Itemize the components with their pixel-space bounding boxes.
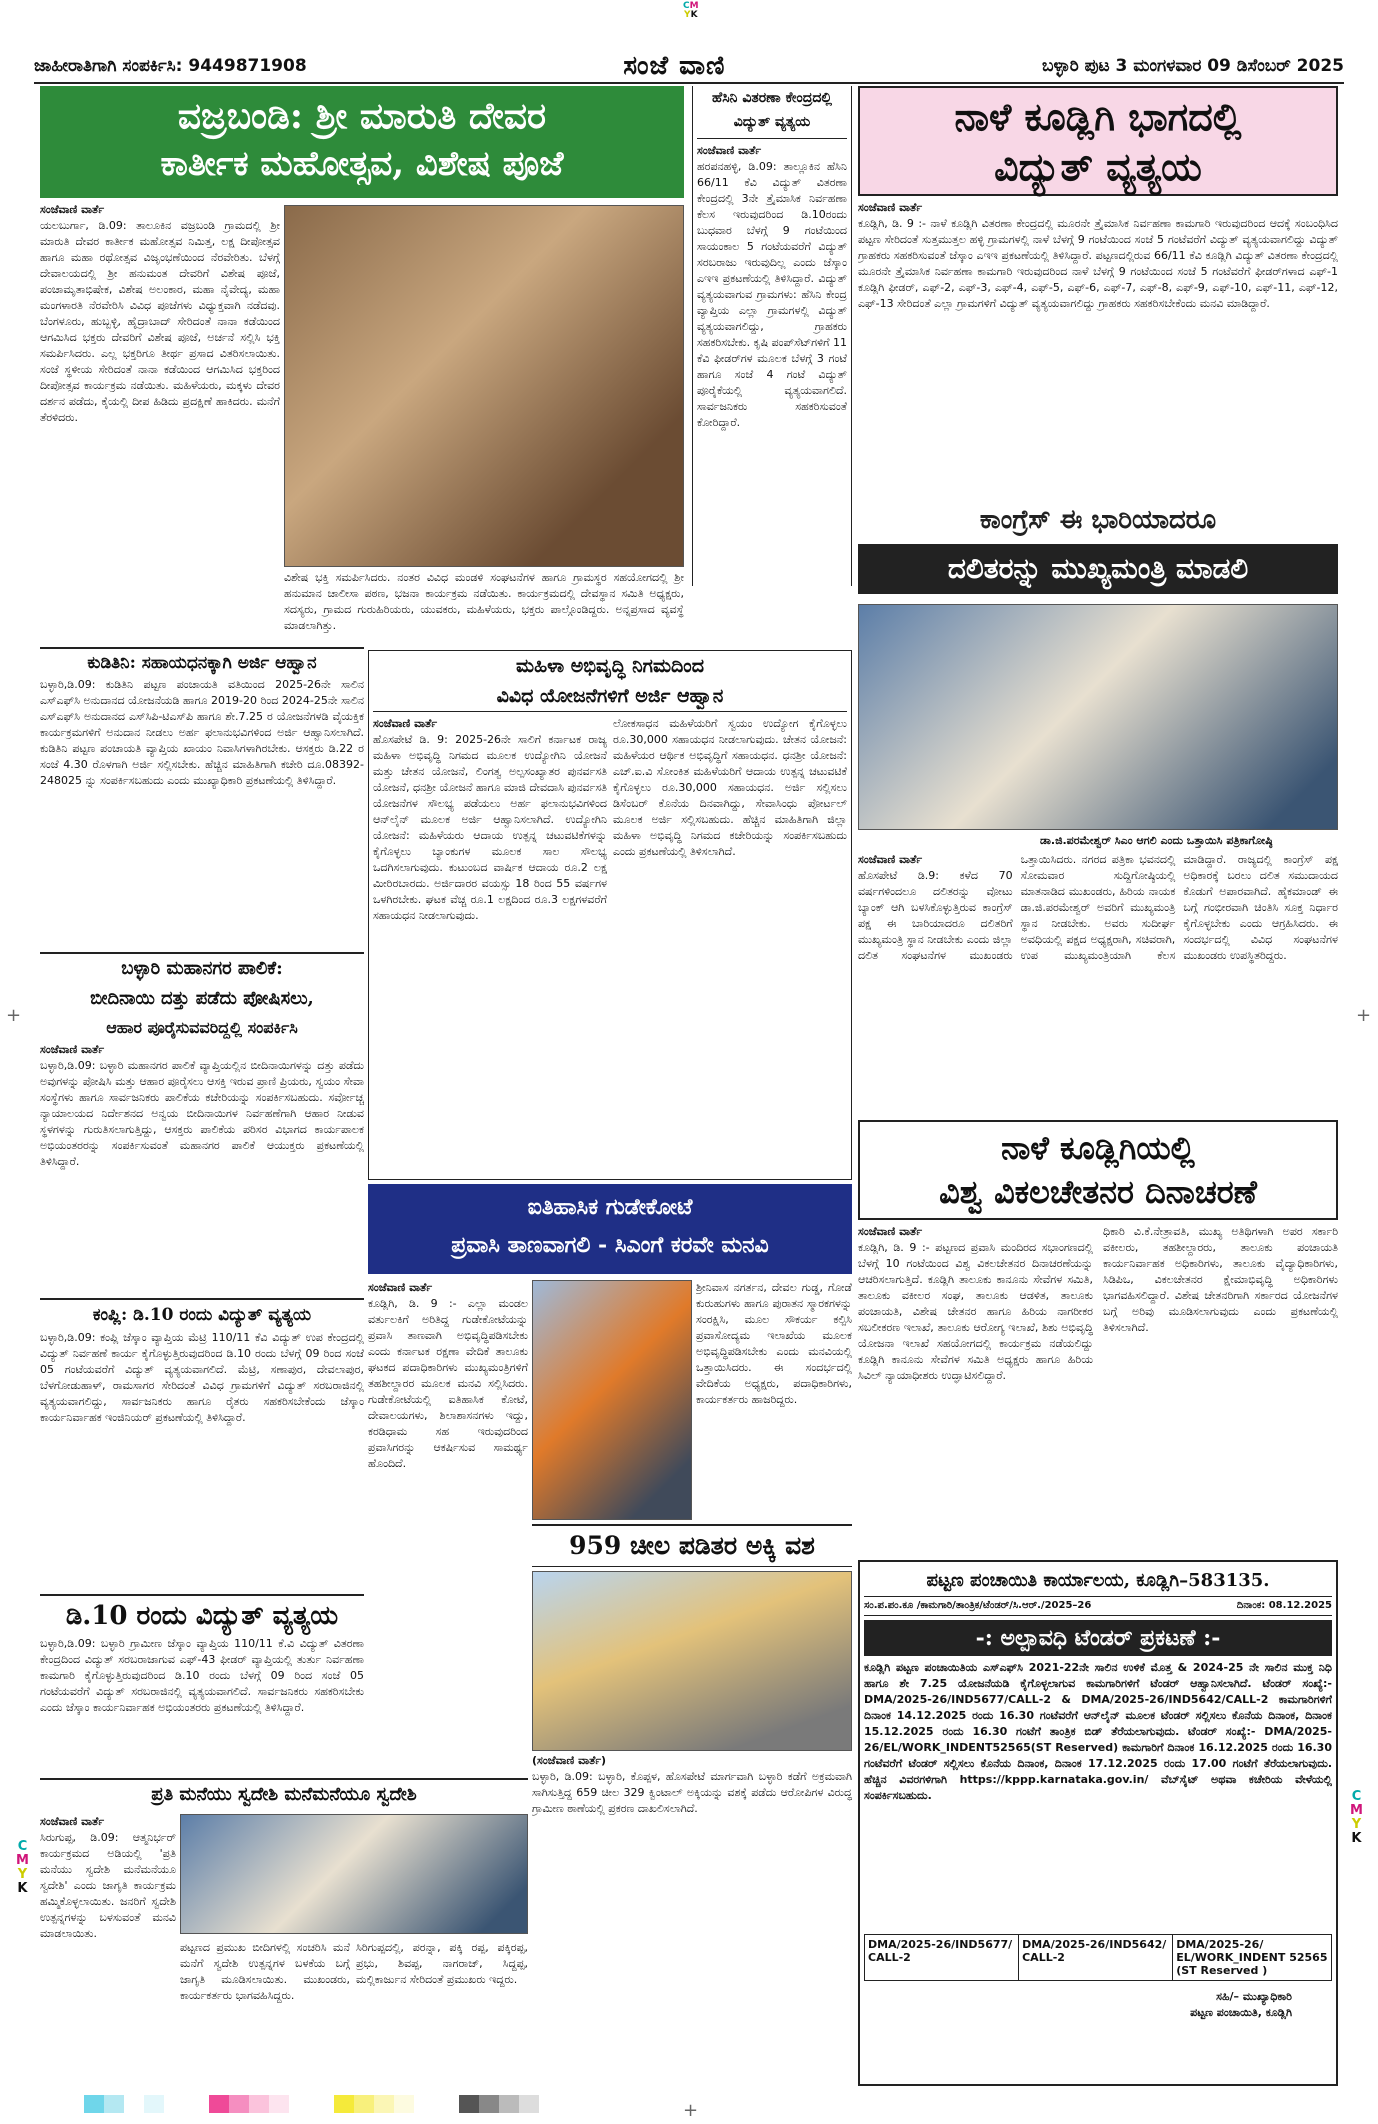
a1-headline-box (40, 86, 684, 198)
tender-ref: ಸಂ.ಪ.ಪಂ.ಕೂ /ಕಾಮಗಾರಿ/ತಾಂತ್ರಿಕ/ಟೆಂಡರ್/ಸಿ.ಆರ್./2025–26 (864, 1600, 1092, 1611)
a13-body-3: ಸಿರಿಗುಪ್ಪದಲ್ಲಿ, ಪರನ್ನಾ, ಪಕ್ಕಿ ರಪ್ಪ, ಪಕ್ಕಿರಪ್ಪ, ಪ್ರಭು, ಶಿವಪ್ಪ, ನಾಗರಾಜ್, ಸಿದ್ದಪ್ಪ, ಮಲ್ಲಿಕಾರ್ಜುನ ಸೇರಿದಂತೆ ಪ್ರಮುಖರು ಇದ್ದರು. (356, 1941, 528, 1986)
a12-byline: (ಸಂಜೆವಾಣಿ ವಾರ್ತೆ) (532, 1754, 607, 1767)
a7-article (40, 1298, 364, 1588)
a4-byline: ಸಂಜೆವಾಣಿ ವಾರ್ತೆ (858, 853, 923, 866)
a13-body-2: ಪಟ್ಟಣದ ಪ್ರಮುಖ ಬೀದಿಗಳಲ್ಲಿ ಸಂಚರಿಸಿ ಮನೆ ಮನೆಗೆ ಸ್ವದೇಶಿ ಉತ್ಪನ್ನಗಳ ಬಳಕೆಯ ಬಗ್ಗೆ ಜಾಗೃತಿ ಮೂಡಿಸಲಾಯಿತು. ಮುಖಂಡರು, ಕಾರ್ಯಕರ್ತರು ಭಾಗವಹಿಸಿದ್ದರು. (180, 1941, 350, 2002)
a12-column (532, 1753, 852, 1833)
tender-office: ಪಟ್ಟಣ ಪಂಚಾಯಿತಿ ಕಾರ್ಯಾಲಯ, ಕೂಡ್ಲಿಗಿ–583135. (864, 1566, 1332, 1597)
registration-cross-right: + (1356, 1005, 1372, 1026)
a9-body-1: ಹೊಸಪೇಟೆ ಡಿ. 9: 2025-26ನೇ ಸಾಲಿಗೆ ಕರ್ನಾಟಕ ರಾಜ್ಯ ಮಹಿಳಾ ಅಭಿವೃದ್ಧಿ ನಿಗಮದ ಮೂಲಕ ಉದ್ಯೋಗಿನಿ ಯೋಜನೆ ಮತ್ತು ಚೇತನ ಯೋಜನೆ, ಲಿಂಗತ್ವ ಅಲ್ಪಸಂಖ್ಯಾತರ ಪುನರ್ವಸತಿ ಯೋಜನೆ, ಧನಶ್ರೀ ಯೋಜನೆ ಹಾಗೂ ಮಾಜಿ ದೇವದಾಸಿ ಪುನರ್ವಸತಿ ಯೋಜನೆಗಳ ಸೌಲಭ್ಯ ಪಡೆಯಲು ಅರ್ಹ ಫಲಾನುಭವಿಗಳಿಂದ ಆನ್‌ಲೈನ್ ಮೂಲಕ ಅರ್ಜಿ ಆಹ್ವಾನಿಸಲಾಗಿದೆ. ಉದ್ಯೋಗಿನಿ ಯೋಜನೆ: ಮಹಿಳೆಯರು ಆದಾಯ ಉತ್ಪನ್ನ ಚಟುವಟಿಕೆಗಳನ್ನು ಕೈಗೊಳ್ಳಲು ಬ್ಯಾಂಕುಗಳ ಮೂಲಕ ಸಾಲ ಸೌಲಭ್ಯ ಒದಗಿಸಲಾಗುವುದು. ಕುಟುಂಬದ ವಾರ್ಷಿಕ ಆದಾಯ ರೂ.2 ಲಕ್ಷ ಮೀರಿರಬಾರದು. ಅರ್ಜಿದಾರರ ವಯಸ್ಸು 18 ರಿಂದ 55 ವರ್ಷಗಳ ಒಳಗಿರಬೇಕು. ಘಟಕ ವೆಚ್ಚ ರೂ.1 ಲಕ್ಷದಿಂದ ರೂ.3 ಲಕ್ಷಗಳವರೆಗೆ ಸಹಾಯಧನ ನೀಡಲಾಗುವುದು. (373, 733, 607, 922)
a2-headline: ಹೆಸಿನಿ ವಿತರಣಾ ಕೇಂದ್ರದಲ್ಲಿ ವಿದ್ಯುತ್ ವ್ಯತ್ಯಯ (697, 86, 847, 139)
masthead-logo: ಸಂಜೆ ವಾಣಿ (623, 50, 726, 81)
a4-photo-press-meet (858, 604, 1338, 830)
color-bars (84, 2095, 539, 2113)
ad-contact: ಜಾಹೀರಾತಿಗಾಗಿ ಸಂಪರ್ಕಿಸಿ: 9449871908 (34, 56, 307, 76)
a10-body-2: ಧಿಕಾರಿ ವಿ.ಕೆ.ನೇತ್ರಾವತಿ, ಮುಖ್ಯ ಅತಿಥಿಗಳಾಗಿ ಅಪರ ಸರ್ಕಾರಿ ವಕೀಲರು, ತಹಶೀಲ್ದಾರರು, ತಾಲೂಕು ಪಂಚಾಯತಿ ಕಾರ್ಯನಿರ್ವಾಹಕ ಅಧಿಕಾರಿಗಳು, ತಾಲೂಕು ವೈದ್ಯಾಧಿಕಾರಿಗಳು, ಸಿಡಿಪಿಒ, ವಿಕಲಚೇತನರ ಕ್ಷೇಮಾಭಿವೃದ್ಧಿ ಅಧಿಕಾರಿಗಳು ಭಾಗವಹಿಸಲಿದ್ದಾರೆ. ವಿಶೇಷ ಚೇತನರಿಗಾಗಿ ಸರ್ಕಾರದ ಯೋಜನೆಗಳ ಬಗ್ಗೆ ಅರಿವು ಮೂಡಿಸಲಾಗುವುದು ಎಂದು ಪ್ರಕಟಣೆಯಲ್ಲಿ ತಿಳಿಸಲಾಗಿದೆ. (1103, 1225, 1338, 1334)
a1-column-1 (40, 202, 280, 567)
a5-headline: ಕುಡಿತಿನಿ: ಸಹಾಯಧನಕ್ಕಾಗಿ ಅರ್ಜಿ ಆಹ್ವಾನ (87, 653, 317, 673)
a4-headline-box (858, 494, 1338, 600)
a8-body: ಬಳ್ಳಾರಿ,ಡಿ.09: ಬಳ್ಳಾರಿ ಗ್ರಾಮೀಣ ಜೆಸ್ಕಾಂ ವ್ಯಾಪ್ತಿಯ 110/11 ಕೆ.ವಿ ವಿದ್ಯುತ್ ವಿತರಣಾ ಕೇಂದ್ರದಿಂದ ವಿದ್ಯುತ್ ಸರಬರಾಜಾಗುವ ಎಫ್-43 ಫೀಡರ್ ವ್ಯಾಪ್ತಿಯಲ್ಲಿ ತುರ್ತು ನಿರ್ವಹಣಾ ಕಾಮಗಾರಿ ಕೈಗೊಳ್ಳುತ್ತಿರುವುದರಿಂದ ಡಿ.10 ರಂದು ಬೆಳಗ್ಗೆ 09 ರಿಂದ ಸಂಜೆ 05 ಗಂಟೆಯವರೆಗೆ ವಿದ್ಯುತ್ ಸರಬರಾಜಿನಲ್ಲಿ ವ್ಯತ್ಯಯವಾಗಲಿದೆ. ಸಾರ್ವಜನಿಕರು ಸಹಕರಿಸಬೇಕು ಎಂದು ಜೆಸ್ಕಾಂ ಕಾರ್ಯನಿರ್ವಾಹಕ ಅಭಿಯಂತರರು ಪ್ರಕಟಣೆಯಲ್ಲಿ ತಿಳಿಸಿದ್ದಾರೆ. (40, 1637, 364, 1714)
a10-body-1: ಕೂಡ್ಲಿಗಿ, ಡಿ. 9 :- ಪಟ್ಟಣದ ಪ್ರವಾಸಿ ಮಂದಿರದ ಸಭಾಂಗಣದಲ್ಲಿ ಬೆಳಗ್ಗೆ 10 ಗಂಟೆಯಿಂದ ವಿಶ್ವ ವಿಕಲಚೇತನರ ದಿನಾಚರಣೆಯನ್ನು ಆಚರಿಸಲಾಗುತ್ತಿದೆ. ಕೂಡ್ಲಿಗಿ ತಾಲೂಕು ಕಾನೂನು ಸೇವೆಗಳ ಸಮಿತಿ, ತಾಲೂಕು ವಕೀಲರ ಸಂಘ, ತಾಲೂಕು ಆಡಳಿತ, ತಾಲೂಕು ಪಂಚಾಯತಿ, ವಿಶೇಷ ಚೇತನರ ಹಾಗೂ ಹಿರಿಯ ನಾಗರೀಕರ ಸಬಲೀಕರಣ ಇಲಾಖೆ, ತಾಲೂಕು ಆರೋಗ್ಯ ಇಲಾಖೆ, ಶಿಶು ಅಭಿವೃದ್ಧಿ ಯೋಜನಾ ಇಲಾಖೆ ಸಹಯೋಗದಲ್ಲಿ ಕಾರ್ಯಕ್ರಮ ನಡೆಯಲಿದ್ದು ಕೂಡ್ಲಿಗಿ ಕಾನೂನು ಸೇವೆಗಳ ಸಮಿತಿ ಅಧ್ಯಕ್ಷರು ಹಾಗೂ ಹಿರಿಯ ಸಿವಿಲ್ ನ್ಯಾಯಾಧೀಶರು ಉದ್ಘಾಟಿಸಲಿದ್ದಾರೆ. (858, 1241, 1093, 1382)
a11-headline-1: ಐತಿಹಾಸಿಕ ಗುಡೇಕೋಟೆ (527, 1194, 693, 1220)
page-header (34, 50, 1344, 84)
a13-column-1 (40, 1814, 176, 2074)
a1-headline-2: ಕಾರ್ತೀಕ ಮಹೋತ್ಸವ, ವಿಶೇಷ ಪೂಜೆ (160, 144, 564, 184)
a9-byline: ಸಂಜೆವಾಣಿ ವಾರ್ತೆ (373, 717, 438, 730)
a1-photo-temple-ritual (284, 205, 684, 567)
a11-body-1: ಕೂಡ್ಲಿಗಿ, ಡಿ. 9 :- ಎಲ್ಲಾ ಮಂಡಲ ವರ್ತುಲಕಿಗೆ ಅರಿತಿದ್ದ ಗುಡೇಕೋಟೆಯನ್ನು ಪ್ರವಾಸಿ ತಾಣವಾಗಿ ಅಭಿವೃದ್ಧಿಪಡಿಸಬೇಕು ಎಂದು ಕರ್ನಾಟಕ ರಕ್ಷಣಾ ವೇದಿಕೆ ತಾಲೂಕು ಘಟಕದ ಪದಾಧಿಕಾರಿಗಳು ಮುಖ್ಯಮಂತ್ರಿಗಳಿಗೆ ತಹಶೀಲ್ದಾರರ ಮೂಲಕ ಮನವಿ ಸಲ್ಲಿಸಿದರು. ಗುಡೇಕೋಟೆಯಲ್ಲಿ ಐತಿಹಾಸಿಕ ಕೋಟೆ, ದೇವಾಲಯಗಳು, ಶಿಲಾಶಾಸನಗಳು ಇದ್ದು, ಕರಡಿಧಾಮ ಸಹ ಇರುವುದರಿಂದ ಪ್ರವಾಸಿಗರನ್ನು ಆಕರ್ಷಿಸುವ ಸಾಮರ್ಥ್ಯ ಹೊಂದಿದೆ. (368, 1297, 528, 1470)
a7-body: ಬಳ್ಳಾರಿ,ಡಿ.09: ಕಂಪ್ಲಿ ಜೆಸ್ಕಾಂ ವ್ಯಾಪ್ತಿಯ ಮೆಟ್ರಿ 110/11 ಕೆವಿ ವಿದ್ಯುತ್ ಉಪ ಕೇಂದ್ರದಲ್ಲಿ ವಿದ್ಯುತ್ ನಿರ್ವಹಣೆ ಕಾರ್ಯ ಕೈಗೊಳ್ಳುತ್ತಿರುವುದರಿಂದ ಡಿ.10 ರಂದು ಬೆಳಗ್ಗೆ 09 ರಿಂದ ಸಂಜೆ 05 ಗಂಟೆಯವರೆಗೆ ವಿದ್ಯುತ್ ವ್ಯತ್ಯಯವಾಗಲಿದೆ. ಮೆಟ್ರಿ, ಸಣಾಪುರ, ದೇವಲಾಪುರ, ಬೆಳಗೋಡುಹಾಳ್, ರಾಮಸಾಗರ ಸೇರಿದಂತೆ ವಿವಿಧ ಗ್ರಾಮಗಳಿಗೆ ವಿದ್ಯುತ್ ಸರಬರಾಜಿನಲ್ಲಿ ವ್ಯತ್ಯಯವಾಗಲಿದ್ದು, ಸಾರ್ವಜನಿಕರು ಹಾಗೂ ರೈತರು ಸಹಕರಿಸಬೇಕೆಂದು ಜೆಸ್ಕಾಂ ಕಾರ್ಯನಿರ್ವಾಹಕ ಇಂಜಿನಿಯರ್ ಪ್ರಕಟಣೆಯಲ್ಲಿ ತಿಳಿಸಿದ್ದಾರೆ. (40, 1331, 364, 1424)
a2-article (692, 86, 852, 586)
cmyk-mark-top: CM YK (683, 1, 699, 20)
a12-photo-rice-truck (532, 1571, 852, 1751)
a9-headline-2: ವಿವಿಧ ಯೋಜನೆಗಳಿಗೆ ಅರ್ಜಿ ಆಹ್ವಾನ (373, 681, 847, 712)
a13-byline: ಸಂಜೆವಾಣಿ ವಾರ್ತೆ (40, 1815, 105, 1828)
a12-body: ಬಳ್ಳಾರಿ, ಡಿ.09: ಬಳ್ಳಾರಿ, ಕೊಪ್ಪಳ, ಹೊಸಪೇಟೆ ಮಾರ್ಗವಾಗಿ ಬಳ್ಳಾರಿ ಕಡೆಗೆ ಅಕ್ರಮವಾಗಿ ಸಾಗಿಸುತ್ತಿದ್ದ 659 ಚೀಲ 329 ಕ್ವಿಂಟಾಲ್ ಅಕ್ಕಿಯನ್ನು ವಶಕ್ಕೆ ಪಡೆದು ಆರೋಪಿಗಳ ವಿರುದ್ಧ ಗ್ರಾಮೀಣ ಠಾಣೆಯಲ್ಲಿ ಪ್ರಕರಣ ದಾಖಲಿಸಲಾಗಿದೆ. (532, 1770, 852, 1815)
a13-body-1: ಸಿರುಗುಪ್ಪ, ಡಿ.09: ಆತ್ಮನಿರ್ಭರ್ ಕಾರ್ಯಕ್ರಮದ ಅಡಿಯಲ್ಲಿ 'ಪ್ರತಿ ಮನೆಯು ಸ್ವದೇಶಿ ಮನೆಮನೆಯೂ ಸ್ವದೇಶಿ' ಎಂದು ಜಾಗೃತಿ ಕಾರ್ಯಕ್ರಮ ಹಮ್ಮಿಕೊಳ್ಳಲಾಯಿತು. ಜನರಿಗೆ ಸ್ವದೇಶಿ ಉತ್ಪನ್ನಗಳನ್ನು ಬಳಸುವಂತೆ ಮನವಿ ಮಾಡಲಾಯಿತು. (40, 1831, 176, 1940)
a3-column (858, 200, 1338, 490)
a7-headline: ಕಂಪ್ಲಿ: ಡಿ.10 ರಂದು ವಿದ್ಯುತ್ ವ್ಯತ್ಯಯ (92, 1305, 312, 1325)
a11-byline: ಸಂಜೆವಾಣಿ ವಾರ್ತೆ (368, 1281, 433, 1294)
a3-headline-2: ವಿದ್ಯುತ್ ವ್ಯತ್ಯಯ (994, 144, 1202, 189)
tender-title: -: ಅಲ್ಪಾವಧಿ ಟೆಂಡರ್ ಪ್ರಕಟಣೆ :- (864, 1620, 1332, 1656)
a8-headline: ಡಿ.10 ರಂದು ವಿದ್ಯುತ್ ವ್ಯತ್ಯಯ (65, 1601, 339, 1631)
a10-headline-box (858, 1120, 1338, 1220)
a10-column-1 (858, 1224, 1093, 1514)
a8-article (40, 1594, 364, 1774)
a3-headline-1: ನಾಳೆ ಕೂಡ್ಲಿಗಿ ಭಾಗದಲ್ಲಿ (954, 94, 1242, 139)
a4-body: ಹೊಸಪೇಟೆ ಡಿ.9: ಕಳೆದ 70 ವರ್ಷಗಳಿಂದಲೂ ದಲಿತರನ್ನು ವೋಟು ಬ್ಯಾಂಕ್ ಆಗಿ ಬಳಸಿಕೊಳ್ಳುತ್ತಿರುವ ಕಾಂಗ್ರೆಸ್ ಪಕ್ಷ ಈ ಬಾರಿಯಾದರೂ ದಲಿತರಿಗೆ ಮುಖ್ಯಮಂತ್ರಿ ಸ್ಥಾನ ನೀಡಬೇಕು ಎಂದು ಜಿಲ್ಲಾ ದಲಿತ ಸಂಘಟನೆಗಳ ಮುಖಂಡರು ಒತ್ತಾಯಿಸಿದರು. ನಗರದ ಪತ್ರಿಕಾ ಭವನದಲ್ಲಿ ಸೋಮವಾರ ಸುದ್ದಿಗೋಷ್ಠಿಯಲ್ಲಿ ಮಾತನಾಡಿದ ಮುಖಂಡರು, ಹಿರಿಯ ನಾಯಕ ಡಾ.ಜಿ.ಪರಮೇಶ್ವರ್ ಅವರಿಗೆ ಮುಖ್ಯಮಂತ್ರಿ ಸ್ಥಾನ ನೀಡಬೇಕು. ಅವರು ಸುದೀರ್ಘ ಅವಧಿಯಲ್ಲಿ ಪಕ್ಷದ ಅಧ್ಯಕ್ಷರಾಗಿ, ಸಚಿವರಾಗಿ, ಉಪ ಮುಖ್ಯಮಂತ್ರಿಯಾಗಿ ಕೆಲಸ ಮಾಡಿದ್ದಾರೆ. ರಾಜ್ಯದಲ್ಲಿ ಕಾಂಗ್ರೆಸ್ ಪಕ್ಷ ಅಧಿಕಾರಕ್ಕೆ ಬರಲು ದಲಿತ ಸಮುದಾಯದ ಕೊಡುಗೆ ಅಪಾರವಾಗಿದೆ. ಹೈಕಮಾಂಡ್ ಈ ಬಗ್ಗೆ ಗಂಭೀರವಾಗಿ ಚಿಂತಿಸಿ ಸೂಕ್ತ ನಿರ್ಧಾರ ಕೈಗೊಳ್ಳಬೇಕು ಎಂದು ಆಗ್ರಹಿಸಿದರು. ಈ ಸಂದರ್ಭದಲ್ಲಿ ವಿವಿಧ ಸಂಘಟನೆಗಳ ಮುಖಂಡರು ಉಪಸ್ಥಿತರಿದ್ದರು. (858, 853, 1338, 962)
a13-photo-swadeshi-group (180, 1814, 528, 1934)
a11-headline-2: ಪ್ರವಾಸಿ ತಾಣವಾಗಲಿ - ಸಿಎಂಗೆ ಕರವೇ ಮನವಿ (451, 1232, 769, 1258)
a1-body-1: ಯಲಬುರ್ಗಾ, ಡಿ.09: ತಾಲೂಕಿನ ವಜ್ರಬಂಡಿ ಗ್ರಾಮದಲ್ಲಿ ಶ್ರೀ ಮಾರುತಿ ದೇವರ ಕಾರ್ತೀಕ ಮಹೋತ್ಸವ ನಿಮಿತ್ತ, ಲಕ್ಷ ದೀಪೋತ್ಸವ ಹಾಗೂ ಮಹಾ ರಥೋತ್ಸವ ವಿಜೃಂಭಣೆಯಿಂದ ನೆರವೇರಿತು. ಬೆಳಗ್ಗೆ ದೇವಾಲಯದಲ್ಲಿ ಶ್ರೀ ಹನುಮಂತ ದೇವರಿಗೆ ವಿಶೇಷ ಪೂಜೆ, ಪಂಚಾಮೃತಾಭಿಷೇಕ, ವಿಶೇಷ ಅಲಂಕಾರ, ಮಹಾ ನೈವೇದ್ಯ, ಮಹಾ ಮಂಗಳಾರತಿ ನೆರವೇರಿಸಿ ವಿವಿಧ ಪೂಜೆಗಳು ವಿಧ್ಯುಕ್ತವಾಗಿ ನಡೆದವು. ಬೆಂಗಳೂರು, ಹುಬ್ಬಳ್ಳಿ, ಹೈದ್ರಾಬಾದ್ ಸೇರಿದಂತೆ ನಾನಾ ಕಡೆಯಿಂದ ಆಗಮಿಸಿದ ಭಕ್ತರು ದೇವರಿಗೆ ವಿಶೇಷ ಪೂಜೆ, ಅರ್ಚನೆ ಸಲ್ಲಿಸಿ ಭಕ್ತಿ ಸಮರ್ಪಿಸಿದರು. ಎಲ್ಲ ಭಕ್ತರಿಗೂ ತೀರ್ಥ ಪ್ರಸಾದ ವಿತರಿಸಲಾಯಿತು. ಸಂಜೆ ಸ್ಥಳೀಯ ಸೇರಿದಂತೆ ನಾನಾ ಕಡೆಯಿಂದ ಆಗಮಿಸಿದ ಭಕ್ತರಿಂದ ದೀಪೋತ್ಸವ ಕಾರ್ಯಕ್ರಮ ನಡೆಯಿತು. ಮಹಿಳೆಯರು, ಮಕ್ಕಳು ದೇವರ ದರ್ಶನ ಪಡೆದು, ಕೈಯಲ್ಲಿ ದೀಪ ಹಿಡಿದು ಪ್ರದಕ್ಷಿಣೆ ಹಾಕಿದರು. ಮನೆಗೆ ತೆರಳಿದರು. (40, 219, 280, 424)
a3-byline: ಸಂಜೆವಾಣಿ ವಾರ್ತೆ (858, 201, 923, 214)
a11-headline-box (368, 1184, 852, 1274)
a6-headline-3: ಆಹಾರ ಪೂರೈಸುವವರಿದ್ದಲ್ಲಿ ಸಂಪರ್ಕಿಸಿ (106, 1018, 298, 1037)
a2-byline: ಸಂಜೆವಾಣಿ ವಾರ್ತೆ (697, 144, 762, 157)
a10-columns (858, 1224, 1338, 1514)
a6-byline: ಸಂಜೆವಾಣಿ ವಾರ್ತೆ (40, 1043, 105, 1056)
a6-headline-1: ಬಳ್ಳಾರಿ ಮಹಾನಗರ ಪಾಲಿಕೆ: (121, 958, 283, 979)
registration-cross-left: + (6, 1005, 22, 1026)
cmyk-mark-left: C M Y K (16, 1839, 29, 1896)
a4-caption: ಡಾ.ಜಿ.ಪರಮೇಶ್ವರ್ ಸಿಎಂ ಆಗಲಿ ಎಂದು ಒತ್ತಾಯಿಸಿ ಪತ್ರಿಕಾಗೋಷ್ಠಿ (1040, 834, 1273, 847)
tender-sign-2: ಪಟ್ಟಣ ಪಂಚಾಯಿತಿ, ಕೂಡ್ಲಿಗಿ (1190, 2006, 1292, 2019)
a10-byline: ಸಂಜೆವಾಣಿ ವಾರ್ತೆ (858, 1225, 923, 1238)
a9-column-1 (373, 716, 607, 1176)
a3-body: ಕೂಡ್ಲಿಗಿ, ಡಿ. 9 :- ನಾಳೆ ಕೂಡ್ಲಿಗಿ ವಿತರಣಾ ಕೇಂದ್ರದಲ್ಲಿ ಮೂರನೇ ತ್ರೈಮಾಸಿಕ ನಿರ್ವಹಣಾ ಕಾಮಗಾರಿ ಇರುವುದರಿಂದ ಆದಕ್ಕೆ ಸಂಬಂಧಿಸಿದ ಪಟ್ಟಣ ಸೇರಿದಂತೆ ಸುತ್ತಮುತ್ತಲ ಹಳ್ಳಿ ಗ್ರಾಮಗಳಲ್ಲಿ ನಾಳೆ ಬೆಳಗ್ಗೆ 9 ಗಂಟೆಯಿಂದ ಸಂಜೆ 5 ಗಂಟೆವರೆಗೆ ವಿದ್ಯುತ್ ವ್ಯತ್ಯಯವಾಗಲಿದ್ದು ವಿದ್ಯುತ್ ಗ್ರಾಹಕರು ಸಹಕರಿಸುವಂತೆ ಜೆಸ್ಕಾಂ ಎಇಇ ಪ್ರಕಟಣೆಯಲ್ಲಿ ತಿಳಿಸಿದ್ದಾರೆ. ಪಟ್ಟಣದಲ್ಲಿರುವ 66/11 ಕೆವಿ ಕೂಡ್ಲಿಗಿ ವಿದ್ಯುತ್ ವಿತರಣಾ ಕೇಂದ್ರದಲ್ಲಿ ಮೂರನೇ ತ್ರೈಮಾಸಿಕ ನಿರ್ವಹಣಾ ಕಾಮಗಾರಿ ಇರುವುದರಿಂದ ನಾಳೆ ಬೆಳಗ್ಗೆ 9 ಗಂಟೆಯಿಂದ ಸಂಜೆ 5 ಗಂಟೆವರೆಗೆ ಫೀಡರ್‌ಗಳಾದ ಎಫ್-1 ಕೂಡ್ಲಿಗಿ ಫೀಡರ್, ಎಫ್-2, ಎಫ್-3, ಎಫ್-4, ಎಫ್-5, ಎಫ್-6, ಎಫ್-7, ಎಫ್-8, ಎಫ್-9, ಎಫ್-10, ಎಫ್-11, ಎಫ್-12, ಎಫ್-13 ಸೇರಿದಂತೆ ಎಲ್ಲಾ ಗ್ರಾಮಗಳಿಗೆ ವಿದ್ಯುತ್ ವ್ಯತ್ಯಯವಾಗಲಿದ್ದು ಗ್ರಾಹಕರು ಸಹಕರಿಸಬೇಕೆಂದು ಮನವಿ ಮಾಡಿದ್ದಾರೆ. (858, 217, 1338, 310)
a11-body-2: ಶ್ರೀನಿವಾಸ ನಗರ್ತನ, ದೇವಲ ಗುಡ್ಡ, ಗೋಡೆ ಕುರುಹುಗಳು ಹಾಗೂ ಪುರಾತನ ಸ್ಮಾರಕಗಳನ್ನು ಸಂರಕ್ಷಿಸಿ, ಮೂಲ ಸೌಕರ್ಯ ಕಲ್ಪಿಸಿ ಪ್ರವಾಸೋದ್ಯಮ ಇಲಾಖೆಯ ಮೂಲಕ ಅಭಿವೃದ್ಧಿಪಡಿಸಬೇಕು ಎಂದು ಮನವಿಯಲ್ಲಿ ಒತ್ತಾಯಿಸಿದರು. ಈ ಸಂದರ್ಭದಲ್ಲಿ ವೇದಿಕೆಯ ಅಧ್ಯಕ್ಷರು, ಪದಾಧಿಕಾರಿಗಳು, ಕಾರ್ಯಕರ್ತರು ಹಾಜರಿದ್ದರು. (696, 1281, 852, 1406)
a3-headline-box (858, 86, 1338, 196)
tender-number-cell: DMA/2025-26/IND5642/ CALL-2 (1019, 1935, 1173, 1981)
a4-headline-2: ದಲಿತರನ್ನು ಮುಖ್ಯಮಂತ್ರಿ ಮಾಡಲಿ (858, 544, 1338, 594)
a1-byline: ಸಂಜೆವಾಣಿ ವಾರ್ತೆ (40, 203, 105, 216)
a5-body: ಬಳ್ಳಾರಿ,ಡಿ.09: ಕುಡಿತಿನಿ ಪಟ್ಟಣ ಪಂಚಾಯತಿ ವತಿಯಿಂದ 2025-26ನೇ ಸಾಲಿನ ಎಸ್‌ಎಫ್‌ಸಿ ಅನುದಾನದ ಯೋಜನೆಯಡಿ ಹಾಗೂ 2019-20 ರಿಂದ 2024-25ನೇ ಸಾಲಿನ ಎಸ್‌ಎಫ್‌ಸಿ ಅನುದಾನದ ಎಸ್‌ಸಿಪಿ-ಟಿಎಸ್‌ಪಿ ಹಾಗೂ ಶೇ.7.25 ರ ಯೋಜನೆಗಳಡಿ ವೈಯಕ್ತಿಕ ಕಾರ್ಯಕ್ರಮಗಳಿಗೆ ಅನುದಾನ ನೀಡಲು ಅರ್ಹ ಫಲಾನುಭವಿಗಳಿಂದ ಅರ್ಜಿ ಆಹ್ವಾನಿಸಲಾಗಿದೆ. ಕುಡಿತಿನಿ ಪಟ್ಟಣ ಪಂಚಾಯತಿ ವ್ಯಾಪ್ತಿಯ ಖಾಯಂ ನಿವಾಸಿಗಳಾಗಿರಬೇಕು. ಆಸಕ್ತರು ಡಿ.22 ರ ಸಂಜೆ 4.30 ರೊಳಗಾಗಿ ಅರ್ಜಿ ಸಲ್ಲಿಸಬೇಕು. ಹೆಚ್ಚಿನ ಮಾಹಿತಿಗಾಗಿ ಕಚೇರಿ ದೂ.08392-248025 ನ್ನು ಸಂಪರ್ಕಿಸಬಹುದು ಎಂದು ಮುಖ್ಯಾಧಿಕಾರಿ ಪ್ರಕಟಣೆಯಲ್ಲಿ ತಿಳಿಸಿದ್ದಾರೆ. (40, 678, 364, 787)
registration-cross-bottom: + (683, 2100, 699, 2121)
a10-headline-1: ನಾಳೆ ಕೂಡ್ಲಿಗಿಯಲ್ಲಿ (1001, 1129, 1195, 1167)
tender-date: ದಿನಾಂಕ: 08.12.2025 (1236, 1600, 1332, 1611)
a1-body-2: ವಿಶೇಷ ಭಕ್ತಿ ಸಮರ್ಪಿಸಿದರು. ನಂತರ ವಿವಿಧ ಮಂಡಳಿ ಸಂಘಟನೆಗಳ ಹಾಗೂ ಗ್ರಾಮಸ್ಥರ ಸಹಯೋಗದಲ್ಲಿ ಶ್ರೀ ಹನುಮಾನ ಚಾಲೀಸಾ ಪಠಣ, ಭಜನಾ ಕಾರ್ಯಕ್ರಮ ನಡೆಯಿತು. ಕಾರ್ಯಕ್ರಮದಲ್ಲಿ ದೇವಸ್ಥಾನ ಸಮಿತಿ ಅಧ್ಯಕ್ಷರು, ಸದಸ್ಯರು, ಗ್ರಾಮದ ಗುರುಹಿರಿಯರು, ಯುವಕರು, ಮಹಿಳೆಯರು, ಭಕ್ತರು ಪಾಲ್ಗೊಂಡಿದ್ದರು. ಅನ್ನಪ್ರಸಾದ ವ್ಯವಸ್ಥೆ ಮಾಡಲಾಗಿತ್ತು. (284, 571, 684, 632)
a6-article (40, 952, 364, 1252)
a4-column (858, 852, 1338, 1112)
a13-headline: ಪ್ರತಿ ಮನೆಯು ಸ್ವದೇಶಿ ಮನೆಮನೆಯೂ ಸ್ವದೇಶಿ (151, 1784, 417, 1805)
a6-headline-2: ಬೀದಿನಾಯಿ ದತ್ತು ಪಡೆದು ಪೋಷಿಸಲು, (90, 988, 314, 1009)
tender-body: ಕೂಡ್ಲಿಗಿ ಪಟ್ಟಣ ಪಂಚಾಯಿತಿಯ ಎಸ್‌ಎಫ್‌ಸಿ 2021-22ನೇ ಸಾಲಿನ ಉಳಿಕೆ ಮೊತ್ತ & 2024-25 ನೇ ಸಾಲಿನ ಮುಕ್ತ ನಿಧಿ ಹಾಗೂ ಶೇ 7.25 ಯೋಜನೆಯಡಿ ಕೈಗೊಳ್ಳಲಾಗುವ ಕಾಮಗಾರಿಗಳಿಗೆ ಟೆಂಡರ್ ಆಹ್ವಾನಿಸಲಾಗಿದೆ. ಟೆಂಡರ್ ಸಂಖ್ಯೆ:- DMA/2025-26/IND5677/CALL-2 & DMA/2025-26/IND5642/CALL-2 ಕಾಮಗಾರಿಗಳಿಗೆ ದಿನಾಂಕ 14.12.2025 ರಂದು 16.30 ಗಂಟೆವರೆಗೆ ಆನ್‌ಲೈನ್ ಮೂಲಕ ಟೆಂಡರ್ ಸಲ್ಲಿಸಲು ಕೊನೆಯ ದಿನಾಂಕ, ದಿನಾಂಕ 15.12.2025 ರಂದು 16.30 ಗಂಟೆಗೆ ತಾಂತ್ರಿಕ ಬಿಡ್ ತೆರೆಯಲಾಗುವುದು. ಟೆಂಡರ್ ಸಂಖ್ಯೆ:- DMA/2025-26/EL/WORK_INDENT52565(ST Reserved) ಕಾಮಗಾರಿಗೆ ದಿನಾಂಕ 16.12.2025 ರಂದು 16.30 ಗಂಟೆವರೆಗೆ ಟೆಂಡರ್ ಸಲ್ಲಿಸಲು ಕೊನೆಯ ದಿನಾಂಕ, ದಿನಾಂಕ 17.12.2025 ರಂದು 17.00 ಗಂಟೆಗೆ ತೆರೆಯಲಾಗುವುದು. ಹೆಚ್ಚಿನ ವಿವರಗಳಿಗಾಗಿ https://kppp.karnataka.gov.in/ ವೆಬ್‌ಸೈಟ್ ಅಥವಾ ಕಚೇರಿಯ ವೇಳೆಯಲ್ಲಿ ಸಂಪರ್ಕಿಸಬಹುದು. (864, 1661, 1332, 1802)
a10-headline-2: ವಿಶ್ವ ವಿಕಲಚೇತನರ ದಿನಾಚರಣೆ (939, 1173, 1257, 1211)
page-dateline: ಬಳ್ಳಾರಿ ಪುಟ 3 ಮಂಗಳವಾರ 09 ಡಿಸೆಂಬರ್ 2025 (1041, 56, 1344, 76)
a9-headline-1: ಮಹಿಳಾ ಅಭಿವೃದ್ಧಿ ನಿಗಮದಿಂದ (516, 655, 704, 677)
a11-column-1 (368, 1280, 528, 1710)
a9-article (368, 650, 852, 1180)
a1-headline-1: ವಜ್ರಬಂಡಿ: ಶ್ರೀ ಮಾರುತಿ ದೇವರ (177, 95, 547, 137)
a13-article (40, 1778, 528, 2088)
a2-column (697, 143, 847, 563)
cmyk-mark-right: C M Y K (1350, 1789, 1363, 1846)
a4-headline-1: ಕಾಂಗ್ರೆಸ್ ಈ ಭಾರಿಯಾದರೂ (979, 505, 1217, 535)
a9-body-2: ಲೋಕಸಾಧನ ಮಹಿಳೆಯರಿಗೆ ಸ್ವಯಂ ಉದ್ಯೋಗ ಕೈಗೊಳ್ಳಲು ರೂ.30,000 ಸಹಾಯಧನ ನೀಡಲಾಗುವುದು. ಚೇತನ ಯೋಜನೆ: ಮಹಿಳೆಯರ ಆರ್ಥಿಕ ಅಭಿವೃದ್ಧಿಗೆ ಸಹಾಯಧನ. ಧನಶ್ರೀ ಯೋಜನೆ: ಎಚ್.ಐ.ವಿ ಸೋಂಕಿತ ಮಹಿಳೆಯರಿಗೆ ಆದಾಯ ಉತ್ಪನ್ನ ಚಟುವಟಿಕೆ ಕೈಗೊಳ್ಳಲು ರೂ.30,000 ಸಹಾಯಧನ. ಅರ್ಜಿ ಸಲ್ಲಿಸಲು ಡಿಸೆಂಬರ್ ಕೊನೆಯ ದಿನವಾಗಿದ್ದು, ಸೇವಾಸಿಂಧು ಪೋರ್ಟಲ್ ಮೂಲಕ ಅರ್ಜಿ ಸಲ್ಲಿಸಬಹುದು. ಹೆಚ್ಚಿನ ಮಾಹಿತಿಗಾಗಿ ಜಿಲ್ಲಾ ಮಹಿಳಾ ಅಭಿವೃದ್ಧಿ ನಿಗಮದ ಕಚೇರಿಯನ್ನು ಸಂಪರ್ಕಿಸಬಹುದು ಎಂದು ಪ್ರಕಟಣೆಯಲ್ಲಿ ತಿಳಿಸಲಾಗಿದೆ. (613, 717, 847, 858)
a5-article (40, 647, 364, 947)
a6-body: ಬಳ್ಳಾರಿ,ಡಿ.09: ಬಳ್ಳಾರಿ ಮಹಾನಗರ ಪಾಲಿಕೆ ವ್ಯಾಪ್ತಿಯಲ್ಲಿನ ಬೀದಿನಾಯಿಗಳನ್ನು ದತ್ತು ಪಡೆದು ಅವುಗಳನ್ನು ಪೋಷಿಸಿ ಮತ್ತು ಆಹಾರ ಪೂರೈಸಲು ಆಸಕ್ತಿ ಇರುವ ಪ್ರಾಣಿ ಪ್ರಿಯರು, ಸ್ವಯಂ ಸೇವಾ ಸಂಸ್ಥೆಗಳು ಹಾಗೂ ಸಾರ್ವಜನಿಕರು ಪಾಲಿಕೆಯ ಕಚೇರಿಯನ್ನು ಸಂಪರ್ಕಿಸಬಹುದು. ಸರ್ವೋಚ್ಚ ನ್ಯಾಯಾಲಯದ ನಿರ್ದೇಶನದ ಅನ್ವಯ ಬೀದಿನಾಯಿಗಳ ನಿರ್ವಹಣೆಗಾಗಿ ಆಹಾರ ನೀಡುವ ಸ್ಥಳಗಳನ್ನು ಗುರುತಿಸಲಾಗುತ್ತಿದ್ದು, ಆಸಕ್ತರು ಪಾಲಿಕೆಯ ಪರಿಸರ ವಿಭಾಗದ ಕಾರ್ಯಪಾಲಕ ಅಭಿಯಂತರರನ್ನು ಸಂಪರ್ಕಿಸುವಂತೆ ಮಹಾನಗರ ಪಾಲಿಕೆ ಆಯುಕ್ತರು ಪ್ರಕಟಣೆಯಲ್ಲಿ ತಿಳಿಸಿದ್ದಾರೆ. (40, 1059, 364, 1168)
a12-headline: 959 ಚೀಲ ಪಡಿತರ ಅಕ್ಕಿ ವಶ (532, 1524, 852, 1567)
a6-column (40, 1042, 364, 1242)
a2-body: ಹರಪನಹಳ್ಳಿ, ಡಿ.09: ತಾಲ್ಲೂಕಿನ ಹೆಸಿನಿ 66/11 ಕೆವಿ ವಿದ್ಯುತ್ ವಿತರಣಾ ಕೇಂದ್ರದಲ್ಲಿ 3ನೇ ತ್ರೈಮಾಸಿಕ ನಿರ್ವಹಣಾ ಕೆಲಸ ಇರುವುದರಿಂದ ಡಿ.10ರಂದು ಬುಧವಾರ ಬೆಳಗ್ಗೆ 9 ಗಂಟೆಯಿಂದ ಸಾಯಂಕಾಲ 5 ಗಂಟೆಯವರೆಗೆ ವಿದ್ಯುತ್ ಸರಬರಾಜು ಇರುವುದಿಲ್ಲ ಎಂದು ಜೆಸ್ಕಾಂ ಎಇಇ ಪ್ರಕಟಣೆಯಲ್ಲಿ ತಿಳಿಸಿದ್ದಾರೆ. ವಿದ್ಯುತ್ ವ್ಯತ್ಯಯವಾಗುವ ಗ್ರಾಮಗಳು: ಹೆಸಿನಿ ಕೇಂದ್ರ ವ್ಯಾಪ್ತಿಯ ಎಲ್ಲಾ ಗ್ರಾಮಗಳಲ್ಲಿ ವಿದ್ಯುತ್ ವ್ಯತ್ಯಯವಾಗಲಿದ್ದು, ಗ್ರಾಹಕರು ಸಹಕರಿಸಬೇಕು. ಕೃಷಿ ಪಂಪ್‌ಸೆಟ್‌ಗಳಿಗೆ 11 ಕೆವಿ ಫೀಡರ್‌ಗಳ ಮೂಲಕ ಬೆಳಗ್ಗೆ 3 ಗಂಟೆ ಹಾಗೂ ಸಂಜೆ 4 ಗಂಟೆ ವಿದ್ಯುತ್ ಪೂರೈಕೆಯಲ್ಲಿ ವ್ಯತ್ಯಯವಾಗಲಿದೆ. ಸಾರ್ವಜನಿಕರು ಸಹಕರಿಸುವಂತೆ ಕೋರಿದ್ದಾರೆ. (697, 160, 847, 429)
tender-sign-1: ಸಹಿ/– ಮುಖ್ಯಾಧಿಕಾರಿ (1216, 1990, 1292, 2003)
tender-number-cell: DMA/2025-26/ EL/WORK_INDENT 52565 (ST Reserved ) (1173, 1935, 1332, 1981)
a11-photo-karave-members (532, 1280, 692, 1520)
tender-notice (858, 1560, 1338, 2086)
tender-number-cell: DMA/2025-26/IND5677/ CALL-2 (865, 1935, 1019, 1981)
a9-columns (373, 716, 847, 1176)
a12-article (532, 1524, 852, 1834)
tender-numbers-table (864, 1934, 1332, 1981)
